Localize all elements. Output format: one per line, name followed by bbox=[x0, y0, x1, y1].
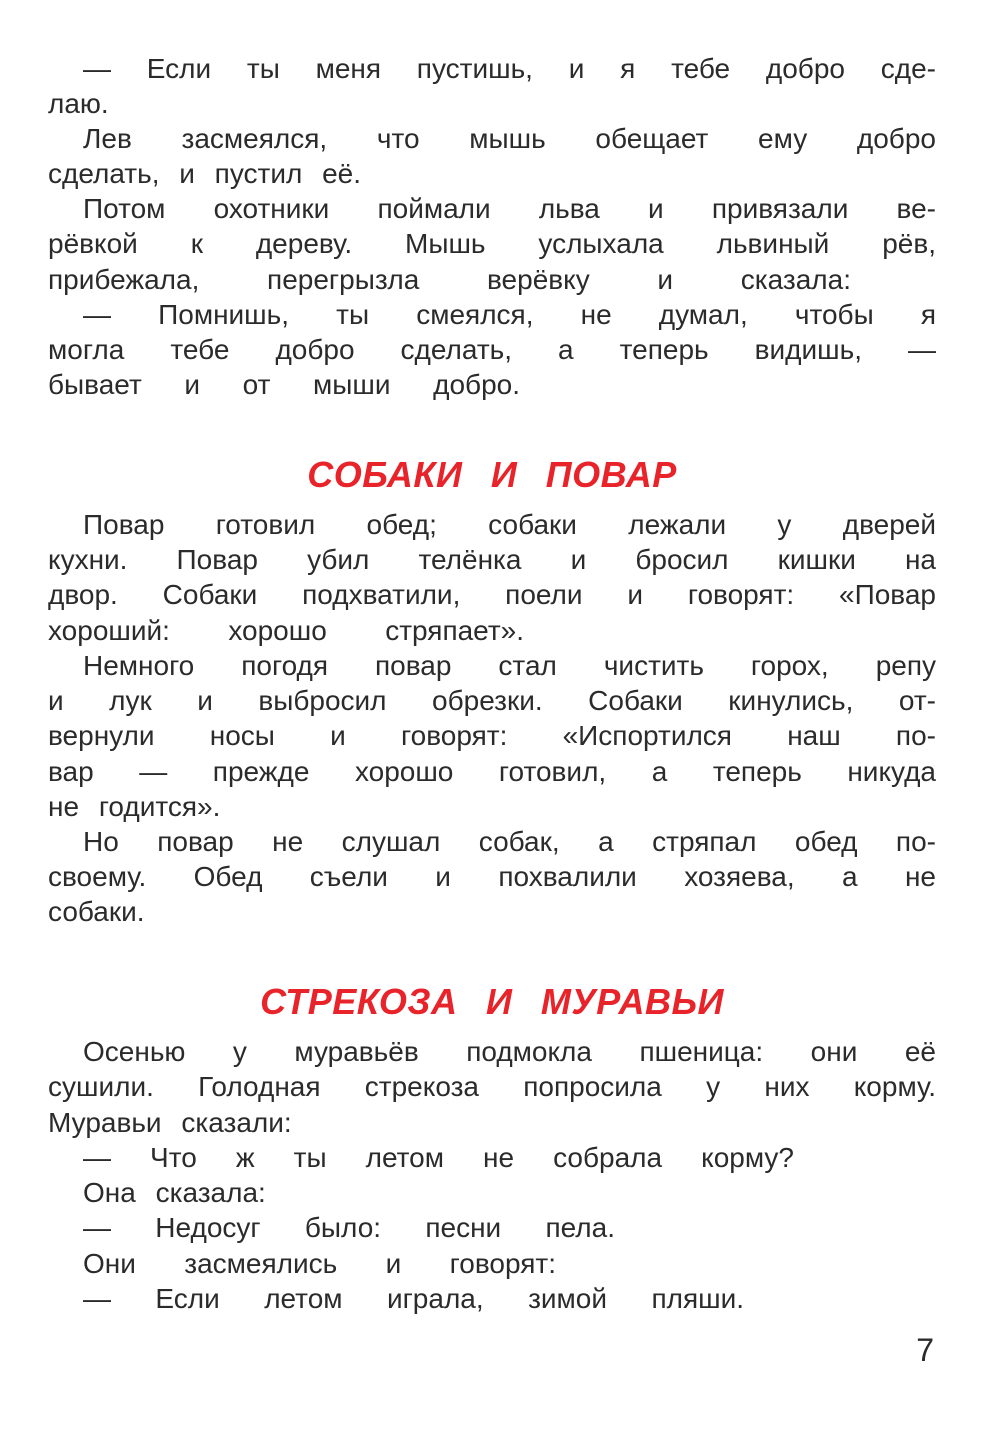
text-line: кухни. Повар убил телёнка и бросил кишки на bbox=[48, 544, 936, 575]
text-line: сделать, и пустил её. bbox=[48, 158, 362, 189]
text-line: сушили. Голодная стрекоза попросила у них корму. bbox=[48, 1071, 936, 1102]
text-line: Немного погодя повар стал чистить горох, репу bbox=[83, 650, 936, 681]
text-line: Потом охотники поймали льва и привязали ве- bbox=[83, 193, 936, 224]
text-line: — Если летом играла, зимой пляши. bbox=[83, 1283, 744, 1314]
text-line: прибежала, перегрызла верёвку и сказала: bbox=[48, 264, 851, 295]
text-line: Она сказала: bbox=[83, 1177, 266, 1208]
text-line: Осенью у муравьёв подмокла пшеница: они её bbox=[83, 1036, 936, 1067]
text-line: Повар готовил обед; собаки лежали у дверей bbox=[83, 509, 936, 540]
text-line: лаю. bbox=[48, 88, 109, 119]
text-line: — Недосуг было: песни пела. bbox=[83, 1212, 615, 1243]
text-line: Лев засмеялся, что мышь обещает ему добро bbox=[83, 123, 936, 154]
text-line: рёвкой к дереву. Мышь услыхала львиный рёв, bbox=[48, 228, 936, 259]
text-line: не годится». bbox=[48, 791, 221, 822]
text-line: — Помнишь, ты смеялся, не думал, чтобы я bbox=[83, 299, 936, 330]
text-line: вернули носы и говорят: «Испортился наш по- bbox=[48, 720, 936, 751]
text-line: своему. Обед съели и похвалили хозяева, а не bbox=[48, 861, 936, 892]
text-line: Муравьи сказали: bbox=[48, 1107, 292, 1138]
text-line: и лук и выбросил обрезки. Собаки кинулись, от- bbox=[48, 685, 936, 716]
text-line: Но повар не слушал собак, а стряпал обед по- bbox=[83, 826, 936, 857]
text-line: хороший: хорошо стряпает». bbox=[48, 615, 524, 646]
text-line: Они засмеялись и говорят: bbox=[83, 1248, 556, 1279]
text-line: двор. Собаки подхватили, поели и говорят: «Повар bbox=[48, 579, 936, 610]
text-line: вар — прежде хорошо готовил, а теперь никуда bbox=[48, 756, 936, 787]
text-line: — Если ты меня пустишь, и я тебе добро сде- bbox=[83, 53, 936, 84]
page-number: 7 bbox=[916, 1332, 934, 1368]
story-title: СТРЕКОЗА И МУРАВЬИ bbox=[260, 981, 724, 1022]
text-line: могла тебе добро сделать, а теперь видишь, — bbox=[48, 334, 936, 365]
text-line: — Что ж ты летом не собрала корму? bbox=[83, 1142, 794, 1173]
story-title: СОБАКИ И ПОВАР bbox=[307, 454, 677, 495]
text-line: собаки. bbox=[48, 896, 145, 927]
text-line: бывает и от мыши добро. bbox=[48, 369, 520, 400]
